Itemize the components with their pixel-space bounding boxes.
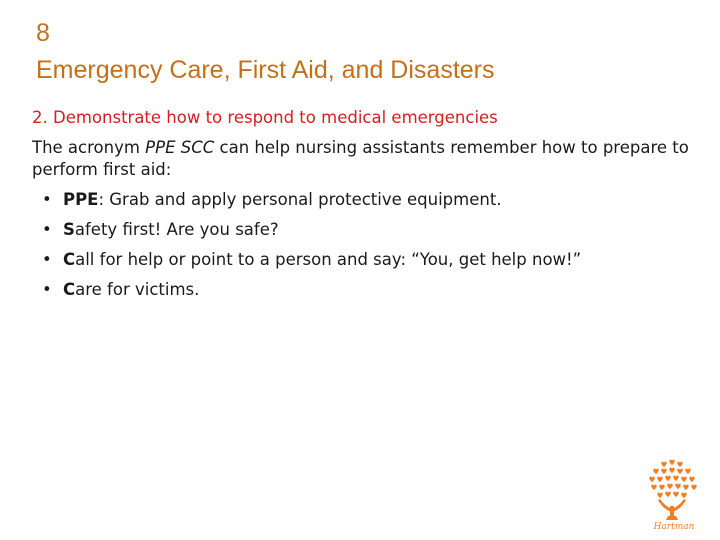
bullet-item-care	[32, 279, 672, 301]
logo-heart	[649, 477, 654, 482]
bullet-dot: •	[42, 250, 52, 269]
bullet-dot: •	[42, 220, 52, 239]
bullet-item-ppe	[32, 189, 672, 211]
logo-heart	[659, 485, 664, 490]
bullet-text: all for help or point to a person and say: “You, get help now!”	[75, 250, 582, 269]
bullet-key: C	[63, 280, 76, 299]
bullet-text: : Grab and apply personal protective equipment.	[98, 190, 502, 209]
bullet-list	[32, 189, 672, 309]
logo-heart	[667, 484, 672, 489]
logo-heart	[675, 484, 680, 489]
logo-heart	[661, 462, 666, 467]
chapter-title: Emergency Care, First Aid, and Disasters	[36, 56, 495, 84]
bullet-text: are for victims.	[75, 280, 200, 299]
intro-after: can help nursing assistants remember how to prepare to perform first aid:	[32, 138, 689, 179]
logo-heart	[689, 477, 694, 482]
logo-text: Hartman	[653, 522, 695, 532]
intro-acronym: PPE SCC	[145, 138, 215, 157]
bullet-dot: •	[42, 190, 52, 209]
logo-heart	[657, 477, 662, 482]
intro-paragraph	[32, 137, 708, 181]
logo-heart	[661, 469, 666, 474]
logo-heart	[651, 485, 656, 490]
chapter-number: 8	[36, 19, 50, 47]
hartman-logo	[640, 456, 704, 532]
logo-heart	[665, 492, 670, 497]
logo-heart	[669, 468, 674, 473]
logo-heart	[681, 477, 686, 482]
logo-heart	[665, 476, 670, 481]
bullet-item-call	[32, 249, 672, 271]
logo-heart	[669, 460, 674, 465]
logo-heart	[657, 493, 662, 498]
logo-heart	[683, 485, 688, 490]
logo-heart	[681, 493, 686, 498]
logo-heart	[691, 485, 696, 490]
heart-tree-icon	[649, 460, 696, 520]
logo-heart	[677, 462, 682, 467]
section-heading: 2. Demonstrate how to respond to medical emergencies	[32, 108, 498, 127]
bullet-text: afety first! Are you safe?	[74, 220, 279, 239]
intro-before: The acronym	[32, 138, 146, 157]
bullet-key: PPE	[63, 190, 99, 209]
logo-heart	[685, 469, 690, 474]
bullet-key: S	[63, 220, 75, 239]
logo-heart	[673, 476, 678, 481]
bullet-item-safety	[32, 219, 672, 241]
bullet-key: C	[63, 250, 76, 269]
logo-heart	[653, 469, 658, 474]
logo-heart	[673, 492, 678, 497]
logo-heart	[677, 469, 682, 474]
bullet-dot: •	[42, 280, 52, 299]
